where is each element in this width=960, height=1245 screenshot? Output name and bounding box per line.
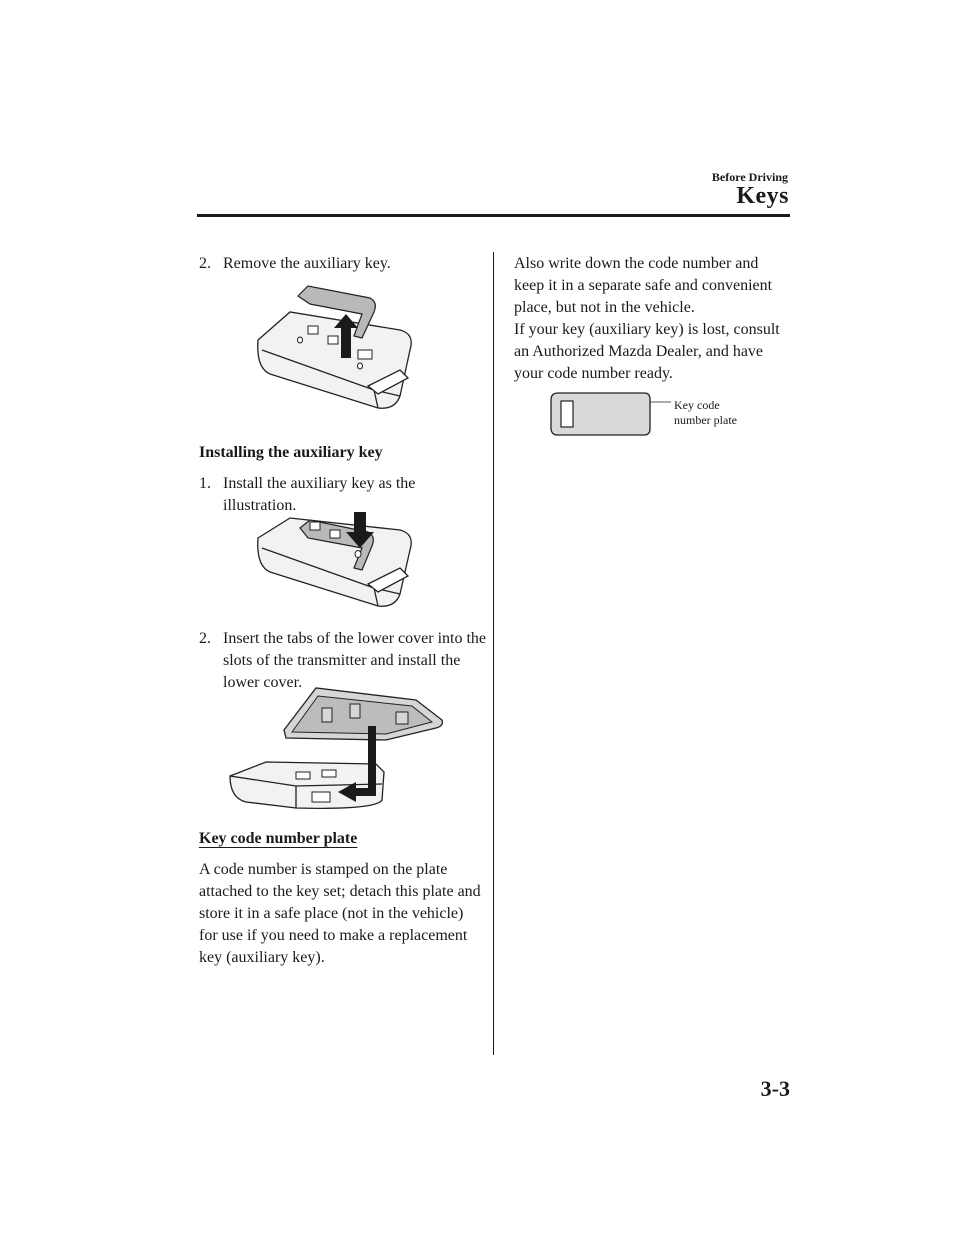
step-remove-auxiliary-key [199,253,489,275]
section-title: Keys [736,183,789,209]
write-down-code-paragraph: Also write down the code number and keep it in a separate safe and convenient place, but not in the vehicle. [514,255,773,316]
plate-callout-label [674,398,737,428]
installing-heading: Installing the auxiliary key [199,444,383,461]
step-number: 1. [199,475,211,492]
section-label: Before Driving [711,170,788,184]
step-text: Install the auxiliary key as the illustration. [223,475,416,514]
lost-key-paragraph: If your key (auxiliary key) is lost, consult an Authorized Mazda Dealer, and have your code number ready. [514,321,780,382]
step-text: Remove the auxiliary key. [223,255,391,272]
plate-callout-line1: Key code [674,398,720,412]
remove-key-illustration [250,278,425,428]
column-divider [493,252,494,1055]
install-lower-cover-illustration [226,682,448,820]
step-number: 2. [199,630,211,647]
install-key-illustration [250,508,425,620]
header-rule [197,214,790,217]
step-text: Insert the tabs of the lower cover into the slots of the transmitter and install the lower cover. [223,630,487,691]
key-code-paragraph: A code number is stamped on the plate attached to the key set; detach this plate and store it in a safe place (not in the vehicle) for use if you need to make a replacement key (auxiliary key). [199,861,481,966]
key-code-heading: Key code number plate [199,830,358,847]
step-number: 2. [199,255,211,272]
plate-callout-line2: number plate [674,413,737,427]
page-number: 3-3 [760,1076,790,1101]
key-code-plate-illustration [550,392,672,436]
